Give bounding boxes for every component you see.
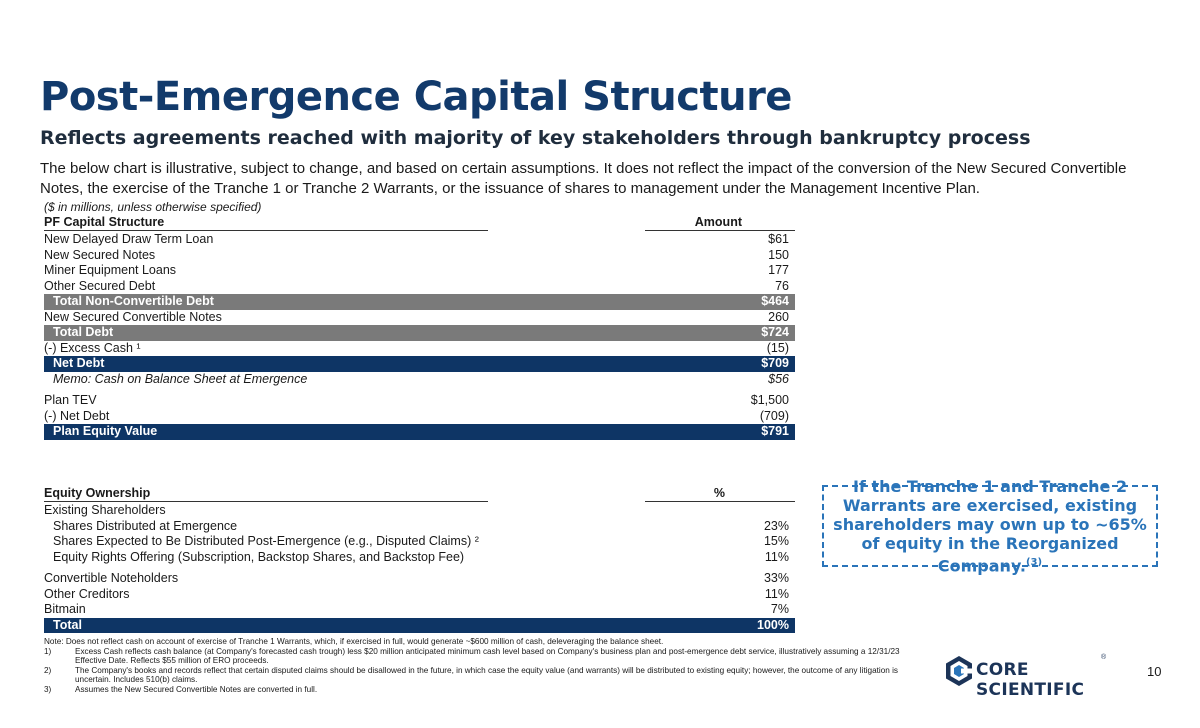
- row-label: Plan TEV: [44, 393, 97, 407]
- registered-mark: ®: [1101, 654, 1107, 661]
- row-label: Miner Equipment Loans: [44, 263, 177, 277]
- row-label: Other Creditors: [44, 586, 130, 601]
- subtotal-row-total-debt: [44, 325, 795, 341]
- table-row: [44, 248, 795, 264]
- capital-table-header: [44, 215, 795, 232]
- footnote-text: Excess Cash reflects cash balance (at Company's forecasted cash trough) less $20 million anticipated minimum cash level based on Company's business plan and post-emergence debt service, illustratively assuming a 12/31/23 Effective Date. Reflects $55 million of ERO proceeds.: [75, 646, 900, 666]
- units-note: ($ in millions, unless otherwise specified): [44, 200, 262, 214]
- table-row: [44, 503, 795, 519]
- footnote-number: 3): [44, 684, 52, 694]
- hexagon-logo-icon: [944, 655, 974, 687]
- footnote-3: [44, 685, 904, 695]
- row-label: New Secured Convertible Notes: [44, 309, 222, 324]
- header-percent: [645, 486, 795, 502]
- row-value: 150: [768, 247, 789, 262]
- row-label: New Delayed Draw Term Loan: [44, 232, 214, 246]
- memo-row: [44, 372, 795, 388]
- row-value: 11%: [764, 586, 789, 601]
- row-value: $464: [761, 294, 789, 308]
- capital-structure-table: [44, 215, 795, 440]
- callout-footnote-ref: (3): [1025, 556, 1043, 568]
- row-label: New Secured Notes: [44, 247, 156, 262]
- row-value: $791: [761, 424, 789, 438]
- table-row: [44, 263, 795, 279]
- row-label: Net Debt: [53, 356, 105, 370]
- row-value: 15%: [763, 534, 789, 548]
- row-label: (-) Net Debt: [44, 408, 110, 423]
- row-label: (-) Excess Cash ¹: [44, 340, 141, 355]
- equity-table-header: [44, 486, 795, 503]
- row-value: $724: [761, 325, 789, 339]
- row-value: (709): [759, 408, 789, 423]
- row-value: 33%: [763, 571, 789, 585]
- table-row: [44, 534, 795, 550]
- page-title: Post-Emergence Capital Structure: [40, 74, 792, 120]
- row-value: 7%: [770, 602, 789, 616]
- header-amount: [645, 215, 795, 231]
- table-row: [44, 232, 795, 248]
- total-row-equity: [44, 618, 795, 634]
- equity-ownership-table: [44, 486, 795, 633]
- total-row-net-debt: [44, 356, 795, 372]
- footnote-1: [44, 647, 904, 666]
- page-subtitle: Reflects agreements reached with majority of key stakeholders through bankruptcy process: [40, 127, 1031, 149]
- row-value: 260: [768, 309, 789, 324]
- row-value: 100%: [757, 617, 789, 632]
- table-row: [44, 341, 795, 357]
- footnote-text: Assumes the New Secured Convertible Notes are converted in full.: [75, 684, 318, 694]
- table-row: [44, 310, 795, 326]
- header-amount-text: Amount: [694, 215, 742, 229]
- row-value: 23%: [763, 518, 789, 533]
- note-intro: Note: Does not reflect cash on account of exercise of Tranche 1 Warrants, which, if exercised in full, would generate ~$600 million of cash, deleveraging the balance sheet.: [44, 637, 664, 646]
- footnote-2: [44, 666, 904, 685]
- core-scientific-logo: [944, 654, 1108, 700]
- footnotes: [44, 637, 904, 695]
- row-value: 177: [768, 263, 789, 277]
- table-row: [44, 550, 795, 566]
- row-label: Total: [53, 617, 82, 632]
- row-label: Memo: Cash on Balance Sheet at Emergence: [53, 371, 308, 386]
- row-label: Plan Equity Value: [53, 424, 158, 438]
- row-label: Existing Shareholders: [44, 503, 166, 517]
- header-percent-text: %: [713, 486, 725, 500]
- warrants-callout: [822, 476, 1158, 576]
- row-value: $709: [761, 356, 789, 370]
- callout-text-block: [824, 477, 1156, 575]
- total-row-plan-equity-value: [44, 424, 795, 440]
- table-row: [44, 279, 795, 295]
- row-label: Equity Rights Offering (Subscription, Backstop Shares, and Backstop Fee): [53, 549, 465, 564]
- page-number: 10: [1147, 664, 1162, 679]
- row-label: Bitmain: [44, 602, 86, 616]
- table-row: [44, 393, 795, 409]
- logo-text: CORE SCIENTIFIC: [976, 660, 1085, 700]
- row-value: (15): [766, 340, 789, 355]
- footnote-number: 2): [44, 665, 52, 675]
- row-label: Shares Expected to Be Distributed Post-Emergence (e.g., Disputed Claims) ²: [53, 534, 479, 548]
- row-label: Other Secured Debt: [44, 278, 156, 293]
- row-value: $61: [768, 232, 789, 246]
- row-label: Convertible Noteholders: [44, 571, 179, 585]
- row-value: 76: [775, 278, 789, 293]
- table-row: [44, 571, 795, 587]
- row-value: $56: [768, 371, 789, 386]
- footnote-number: 1): [44, 646, 52, 656]
- table-row: [44, 602, 795, 618]
- callout-text: If the Tranche 1 and Tranche 2 Warrants are exercised, existing shareholders may own up to ~65% of equity in the Reorganized Company.: [833, 476, 1147, 576]
- header-label: PF Capital Structure: [44, 215, 488, 231]
- table-row: [44, 409, 795, 425]
- row-label: Shares Distributed at Emergence: [53, 518, 238, 533]
- row-value: $1,500: [750, 393, 789, 407]
- intro-paragraph: The below chart is illustrative, subject to change, and based on certain assumptions. It does not reflect the impact of the conversion of the New Secured Convertible Notes, the exercise of the Tranche 1 or Tranche 2 Warrants, or the issuance of shares to management under the Management Incentive Plan.: [40, 160, 1127, 197]
- header-label: Equity Ownership: [44, 486, 488, 502]
- row-value: 11%: [764, 549, 789, 564]
- subtotal-row-non-convertible-debt: [44, 294, 795, 310]
- footnote-text: The Company's books and records reflect that certain disputed claims should be disallowed in the future, in which case the equity value (and warrants) will be distributed to existing equity; however, the outcome of any litigation is uncertain. Includes 510(b) claims.: [75, 665, 899, 685]
- row-label: Total Non-Convertible Debt: [53, 294, 214, 308]
- table-row: [44, 519, 795, 535]
- row-label: Total Debt: [53, 325, 114, 339]
- table-row: [44, 587, 795, 603]
